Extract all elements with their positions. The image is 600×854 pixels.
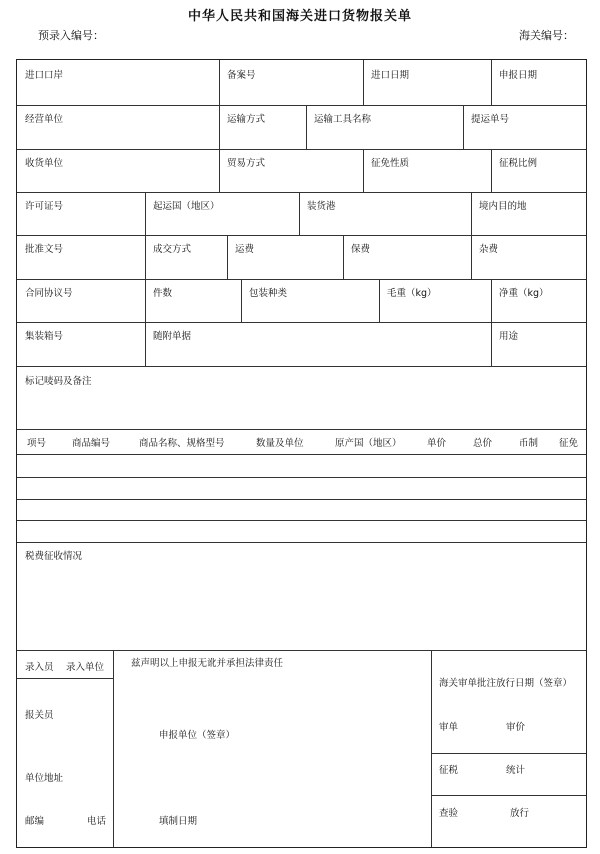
column-divider	[241, 279, 242, 322]
row-divider	[431, 753, 586, 754]
domestic-destination-label: 境内目的地	[479, 201, 527, 212]
row-divider	[17, 149, 586, 150]
gross-weight-label: 毛重（kg）	[387, 288, 437, 299]
contract-number-label: 合同协议号	[25, 288, 73, 299]
unit-address-label: 单位地址	[25, 773, 64, 784]
freight-label: 运费	[235, 244, 255, 255]
column-divider	[227, 235, 228, 279]
goods-header-exemption: 征免	[559, 438, 579, 449]
transport-mode-label: 运输方式	[227, 114, 266, 125]
marks-remarks-label: 标记唛码及备注	[25, 376, 92, 387]
tax-collection-label: 税费征收情况	[25, 551, 83, 562]
column-divider	[113, 650, 114, 847]
declaration-statement: 兹声明以上申报无讹并承担法律责任	[131, 658, 284, 669]
release-label: 放行	[510, 808, 530, 819]
row-divider	[431, 795, 586, 796]
vehicle-name-label: 运输工具名称	[314, 114, 372, 125]
row-divider	[17, 499, 586, 500]
container-number-label: 集装箱号	[25, 331, 64, 342]
row-divider	[17, 105, 586, 106]
row-divider	[17, 322, 586, 323]
approval-number-label: 批准文号	[25, 244, 64, 255]
column-divider	[299, 192, 300, 235]
levy-tax-label: 征税	[439, 765, 459, 776]
operating-unit-label: 经营单位	[25, 114, 64, 125]
goods-header-item-no: 项号	[27, 438, 47, 449]
phone-label: 电话	[87, 816, 107, 827]
goods-header-currency: 币制	[519, 438, 539, 449]
row-divider	[17, 454, 586, 455]
record-number-label: 备案号	[227, 70, 256, 81]
transaction-mode-label: 成交方式	[153, 244, 192, 255]
pre-entry-number-label: 预录入编号：	[38, 29, 104, 42]
column-divider	[306, 105, 307, 149]
row-divider	[17, 429, 586, 430]
net-weight-label: 净重（kg）	[499, 288, 549, 299]
column-divider	[343, 235, 344, 279]
row-divider	[17, 235, 586, 236]
insurance-label: 保费	[351, 244, 371, 255]
row-divider	[17, 477, 586, 478]
tax-rate-label: 征税比例	[499, 158, 538, 169]
license-number-label: 许可证号	[25, 201, 64, 212]
purpose-label: 用途	[499, 331, 519, 342]
declaration-form	[16, 59, 587, 848]
misc-charges-label: 杂费	[479, 244, 499, 255]
row-divider	[17, 520, 586, 521]
column-divider	[431, 650, 432, 847]
row-divider	[17, 650, 586, 651]
form-title: 中华人民共和国海关进口货物报关单	[187, 9, 412, 24]
goods-header-unit-price: 单价	[427, 438, 447, 449]
declaration-date-label: 申报日期	[499, 70, 538, 81]
column-divider	[471, 192, 472, 235]
column-divider	[491, 149, 492, 192]
package-type-label: 包装种类	[249, 288, 288, 299]
row-divider	[17, 192, 586, 193]
column-divider	[491, 322, 492, 366]
column-divider	[363, 149, 364, 192]
document-review-label: 审单	[439, 722, 459, 733]
package-count-label: 件数	[153, 288, 173, 299]
goods-header-commodity-code: 商品编号	[72, 438, 111, 449]
declarant-label: 报关员	[25, 710, 54, 721]
column-divider	[363, 60, 364, 105]
consignee-label: 收货单位	[25, 158, 64, 169]
column-divider	[491, 60, 492, 105]
exemption-nature-label: 征免性质	[371, 158, 410, 169]
column-divider	[145, 235, 146, 279]
goods-header-quantity: 数量及单位	[256, 438, 304, 449]
postcode-label: 邮编	[25, 816, 45, 827]
import-date-label: 进口日期	[371, 70, 410, 81]
declaring-unit-seal-label: 申报单位（签章）	[159, 730, 236, 741]
column-divider	[219, 60, 220, 149]
row-divider	[17, 542, 586, 543]
attached-documents-label: 随附单据	[153, 331, 192, 342]
statistics-label: 统计	[506, 765, 526, 776]
entry-clerk-label: 录入员	[25, 662, 54, 673]
inspection-label: 查验	[439, 808, 459, 819]
row-divider	[17, 678, 113, 679]
column-divider	[463, 105, 464, 149]
row-divider	[17, 279, 586, 280]
goods-header-total-price: 总价	[473, 438, 493, 449]
goods-header-description: 商品名称、规格型号	[139, 438, 225, 449]
column-divider	[145, 279, 146, 366]
bill-of-lading-label: 提运单号	[471, 114, 510, 125]
column-divider	[491, 279, 492, 322]
fill-date-label: 填制日期	[159, 816, 198, 827]
trade-mode-label: 贸易方式	[227, 158, 266, 169]
customs-number-label: 海关编号：	[519, 29, 574, 42]
column-divider	[379, 279, 380, 322]
column-divider	[219, 149, 220, 192]
port-of-import-label: 进口口岸	[25, 70, 64, 81]
origin-country-label: 起运国（地区）	[153, 201, 220, 212]
column-divider	[145, 192, 146, 235]
customs-approval-label: 海关审单批注放行日期（签章）	[439, 678, 573, 689]
entry-unit-label: 录入单位	[66, 662, 105, 673]
goods-header-origin: 原产国（地区）	[335, 438, 402, 449]
price-review-label: 审价	[506, 722, 526, 733]
column-divider	[471, 235, 472, 279]
row-divider	[17, 366, 586, 367]
loading-port-label: 装货港	[307, 201, 336, 212]
